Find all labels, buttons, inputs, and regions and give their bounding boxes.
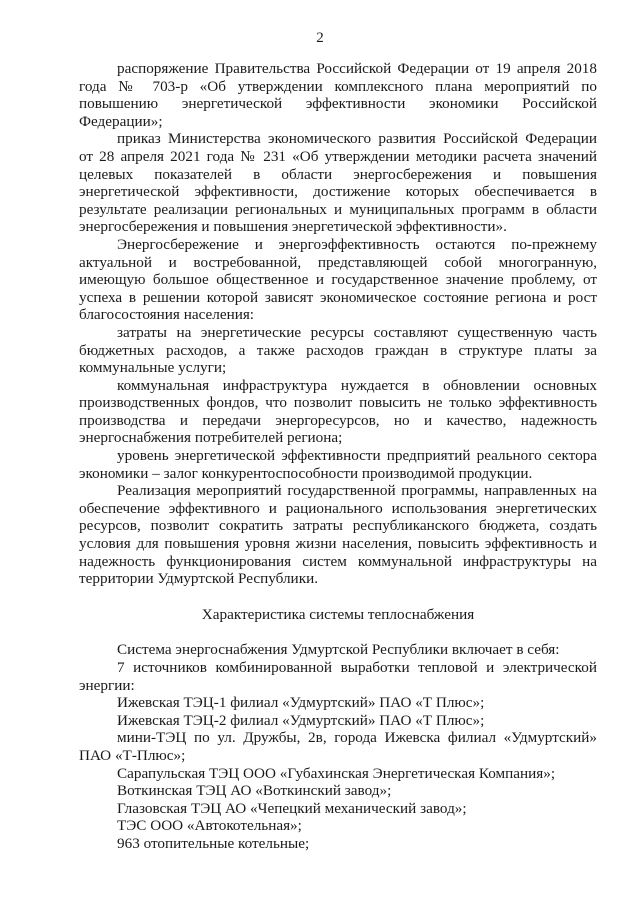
list-item-izhevsk-chp-2: Ижевская ТЭЦ-2 филиал «Удмуртский» ПАО «Т Плюс»; xyxy=(117,711,485,729)
page-number: 2 xyxy=(316,30,324,46)
paragraph-government-order: распоряжение Правительства Российской Федерации от 19 апреля 2018 года № 703-р «Об утверждении комплексного плана мероприятий по повышению энергетической эффективности экономики Российской Федерации»; xyxy=(79,60,597,130)
paragraph-system-includes: Система энергоснабжения Удмуртской Республики включает в себя: xyxy=(117,641,560,659)
paragraph-efficiency-level: уровень энергетической эффективности предприятий реального сектора экономики – залог конкурентоспособности производимой продукции. xyxy=(79,447,597,482)
paragraph-energy-saving-relevance: Энергосбережение и энергоэффективность остаются по-прежнему актуальной и востребованной, представляющей собой многогранную, имеющую большое общественное и государственное значение проблему, от успеха в решении которой зависят экономическое состояние региона и рост благосостояния населения: xyxy=(79,235,597,324)
list-item-votkinsk-chp: Воткинская ТЭЦ АО «Воткинский завод»; xyxy=(117,782,392,800)
list-item-tes-avtokotelnaya: ТЭС ООО «Автокотельная»; xyxy=(117,817,302,835)
list-item-mini-chp: мини-ТЭЦ по ул. Дружбы, 2в, города Ижевска филиал «Удмуртский» ПАО «Т-Плюс»; xyxy=(79,729,597,764)
list-item-boiler-houses: 963 отопительные котельные; xyxy=(117,834,310,852)
list-item-izhevsk-chp-1: Ижевская ТЭЦ-1 филиал «Удмуртский» ПАО «Т Плюс»; xyxy=(117,694,485,712)
paragraph-communal-infrastructure: коммунальная инфраструктура нуждается в обновлении основных производственных фондов, что позволит повысить не только эффективность производства и передачи энергоресурсов, но и качество, надежность энергоснабжения потребителей региона; xyxy=(79,376,597,447)
paragraph-program-implementation: Реализация мероприятий государственной программы, направленных на обеспечение эффективного и рационального использования энергетических ресурсов, позволит сократить затраты республиканского бюджета, создать условия для повышения уровня жизни населения, повысить эффективность и надежность функционирования систем коммунальной инфраструктуры на территории Удмуртской Республики. xyxy=(79,482,597,588)
paragraph-chp-sources: 7 источников комбинированной выработки тепловой и электрической энергии: xyxy=(79,659,597,694)
paragraph-ministry-order: приказ Министерства экономического развития Российской Федерации от 28 апреля 2021 года № 231 «Об утверждении методики расчета значений целевых показателей в области энергосбережения и повышения энергетической эффективности, достижение которых обеспечивается в результате реализации региональных и муниципальных программ в области энергосбережения и повышения энергетической эффективности». xyxy=(79,130,597,236)
paragraph-energy-costs: затраты на энергетические ресурсы составляют существенную часть бюджетных расходов, а также расходов граждан в структуре платы за коммунальные услуги; xyxy=(79,323,597,377)
list-item-sarapul-chp: Сарапульская ТЭЦ ООО «Губахинская Энергетическая Компания»; xyxy=(117,764,556,782)
section-heading: Характеристика системы теплоснабжения xyxy=(201,605,475,623)
list-item-glazov-chp: Глазовская ТЭЦ АО «Чепецкий механический завод»; xyxy=(117,799,467,817)
document-body xyxy=(79,60,597,853)
